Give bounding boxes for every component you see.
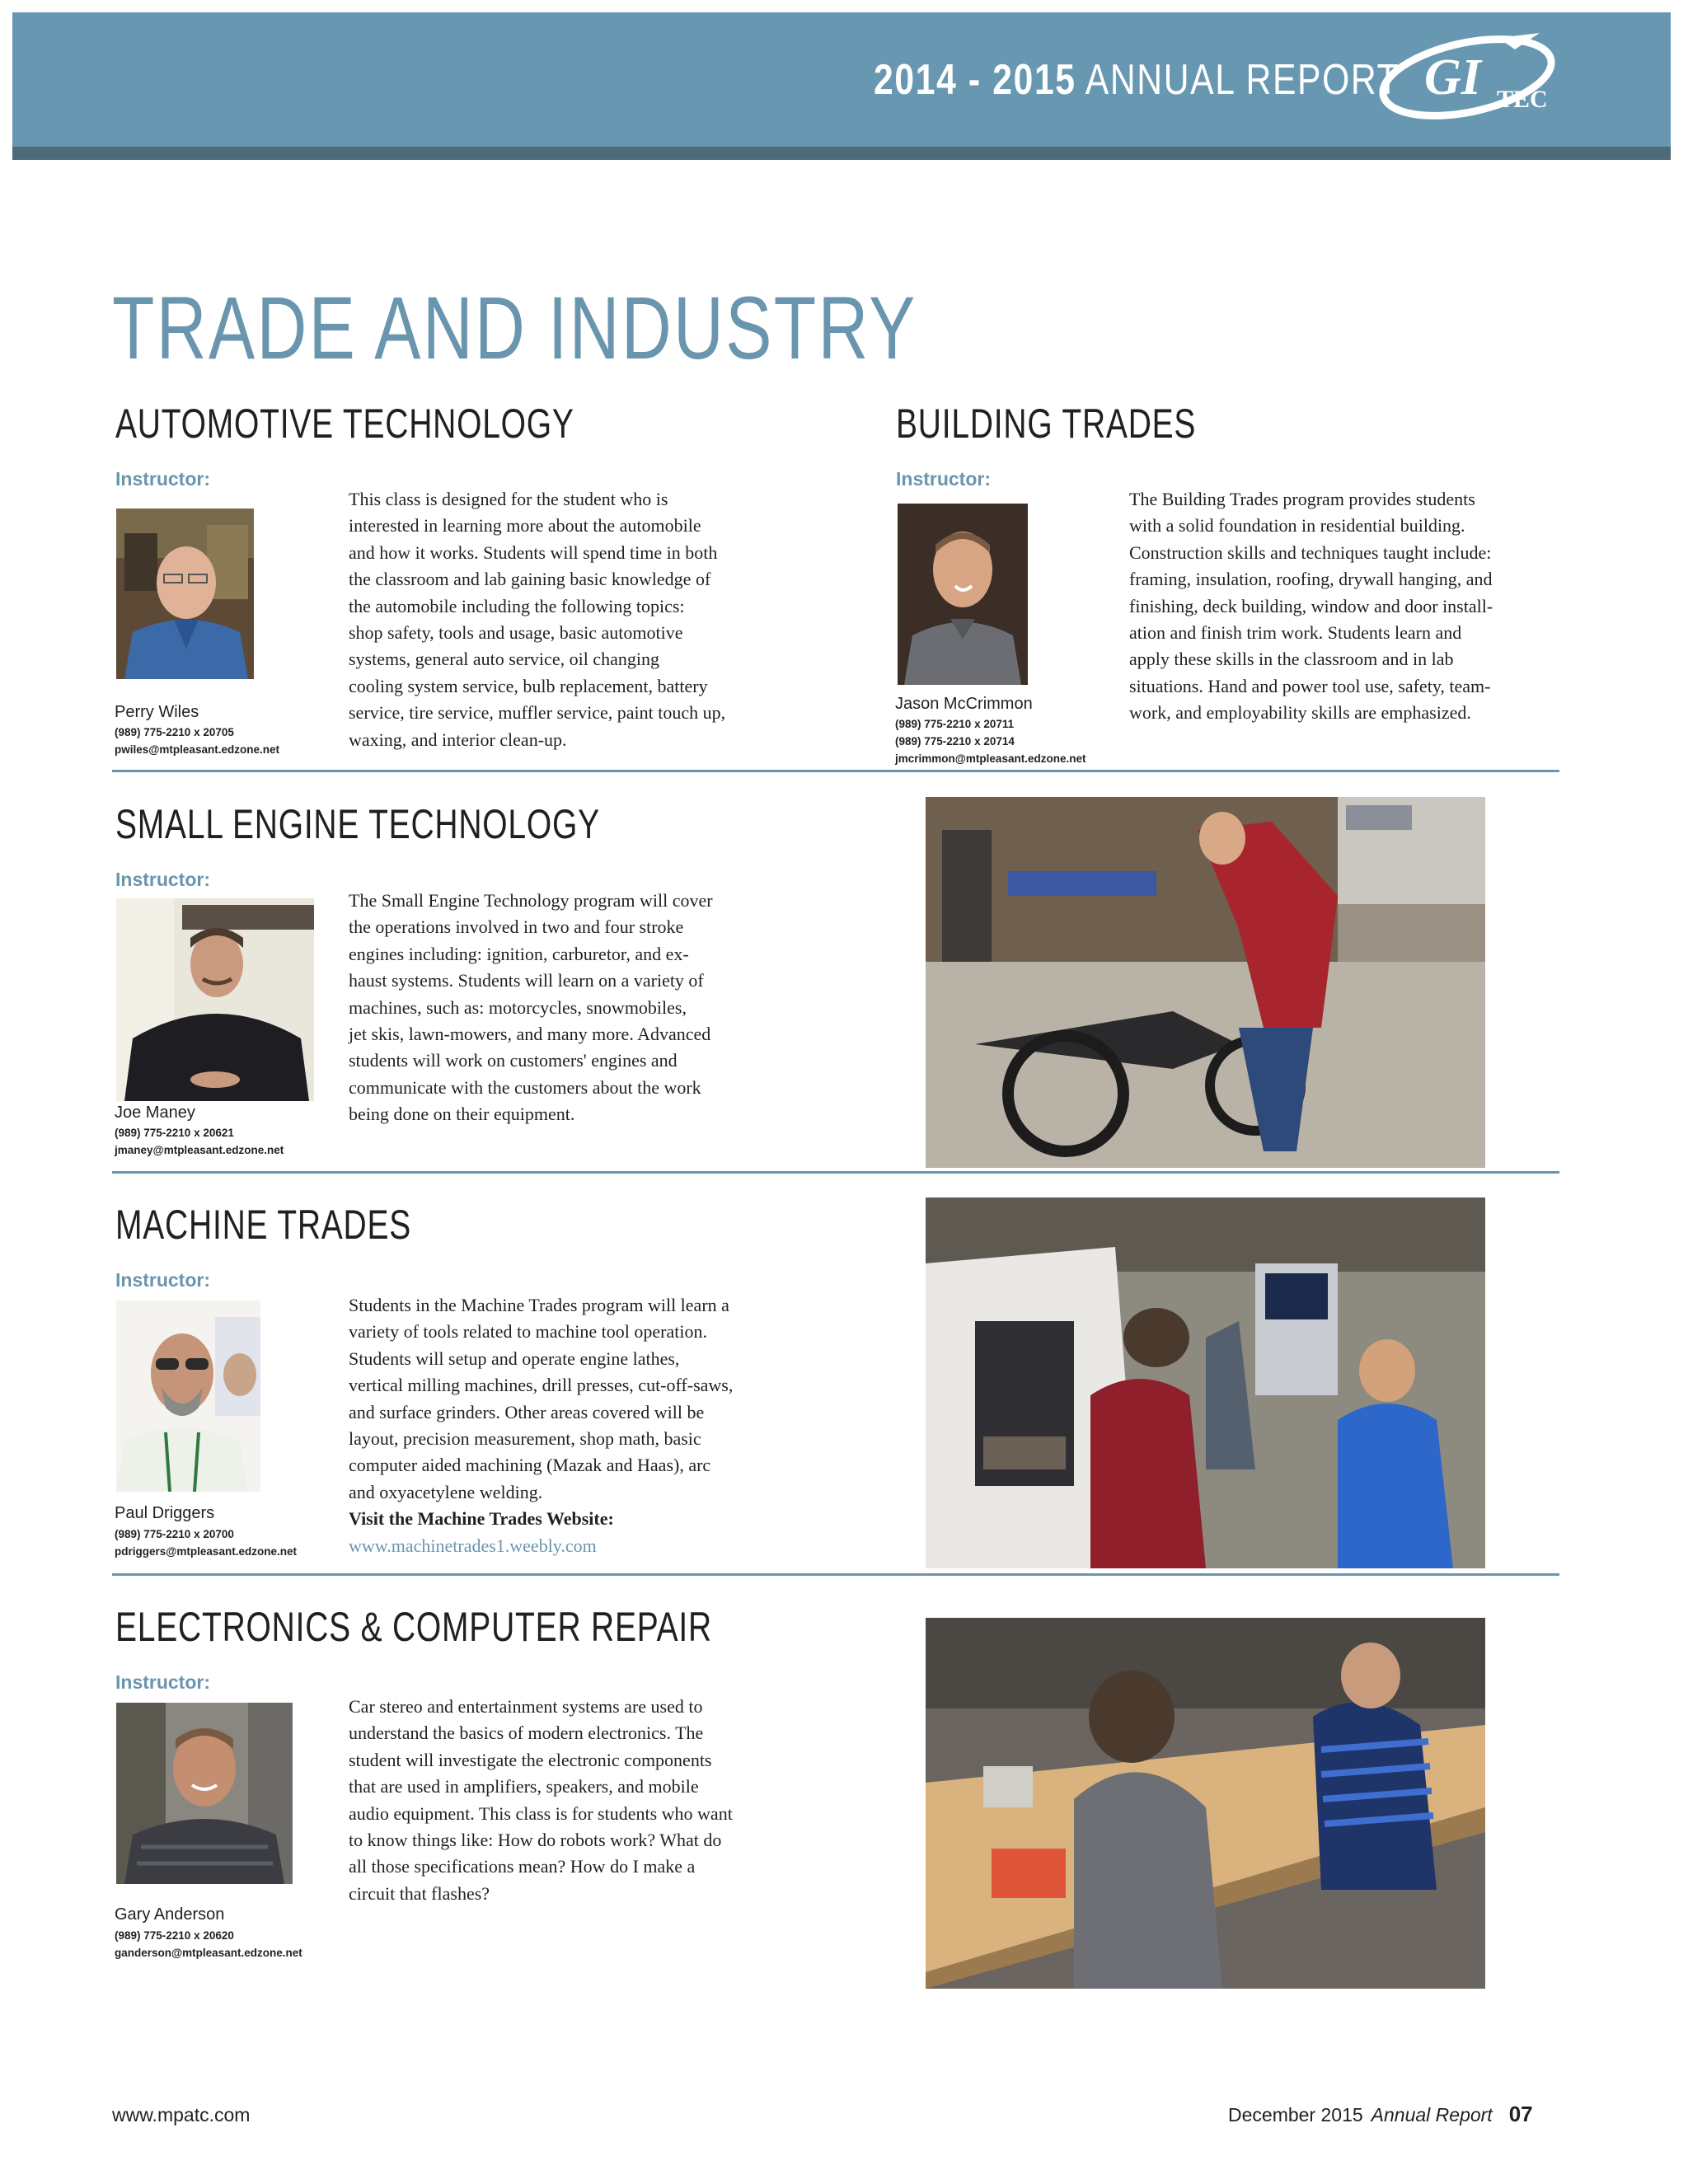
description-building-trades [1129, 486, 1493, 727]
description-automotive [349, 486, 725, 753]
description-line: Students will setup and operate engine lathes, [349, 1347, 680, 1369]
description-line: the operations involved in two and four stroke [349, 916, 684, 938]
description-line: cooling system service, bulb replacement, battery [349, 675, 708, 696]
instructor-phone-joe-maney: (989) 775-2210 x 20621 [115, 1127, 234, 1139]
instructor-name-gary-anderson: Gary Anderson [115, 1905, 225, 1924]
instructor-email-perry-wiles: pwiles@mtpleasant.edzone.net [115, 743, 279, 756]
description-line: computer aided machining (Mazak and Haas), arc [349, 1455, 711, 1476]
description-line: circuit that flashes? [349, 1882, 490, 1904]
website-label: Visit the Machine Trades Website: [349, 1508, 614, 1530]
description-line: layout, precision measurement, shop math, basic [349, 1427, 701, 1449]
instructor-name-joe-maney: Joe Maney [115, 1104, 195, 1122]
description-line: all those specifications mean? How do I make a [349, 1856, 696, 1877]
description-line: understand the basics of modern electronics. The [349, 1722, 704, 1744]
description-line: and oxyacetylene welding. [349, 1481, 543, 1502]
instructor-label-building-trades: Instructor: [896, 468, 991, 490]
instructor-phone-paul-driggers: (989) 775-2210 x 20700 [115, 1528, 234, 1540]
description-machine-trades [349, 1292, 733, 1559]
instructor-label-machine-trades: Instructor: [115, 1269, 210, 1291]
description-line: machines, such as: motorcycles, snowmobiles, [349, 996, 687, 1018]
section-title-machine-trades: MACHINE TRADES [115, 1202, 412, 1248]
instructor-photo-paul-driggers [116, 1301, 260, 1492]
description-line: situations. Hand and power tool use, safety, team- [1129, 675, 1491, 696]
description-line: variety of tools related to machine tool operation. [349, 1321, 707, 1343]
instructor-label-electronics: Instructor: [115, 1671, 210, 1693]
machine-trades-lab-photo [926, 1197, 1485, 1568]
section-title-electronics: ELECTRONICS & COMPUTER REPAIR [115, 1604, 712, 1650]
section-divider [112, 770, 1559, 772]
instructor-name-perry-wiles: Perry Wiles [115, 703, 199, 721]
description-line: being done on their equipment. [349, 1104, 575, 1125]
section-divider [112, 1171, 1559, 1174]
description-line: engines including: ignition, carburetor, and ex- [349, 943, 689, 964]
section-divider [112, 1573, 1559, 1576]
instructor-photo-jason-mccrimmon [898, 504, 1028, 685]
description-line: students will work on customers' engines and [349, 1050, 678, 1071]
instructor-label-automotive: Instructor: [115, 468, 210, 490]
report-title-years: 2014 - 2015 [874, 56, 1076, 104]
instructor-phone-gary-anderson: (989) 775-2210 x 20620 [115, 1929, 234, 1942]
logo-sub-text: TEC [1497, 86, 1548, 113]
description-line: and how it works. Students will spend time in both [349, 541, 718, 563]
instructor-email-jason-mccrimmon: jmcrimmon@mtpleasant.edzone.net [895, 752, 1086, 765]
description-line: This class is designed for the student who is [349, 489, 668, 509]
instructor-photo-perry-wiles [116, 509, 254, 679]
description-small-engine [349, 888, 713, 1128]
instructor-photo-gary-anderson [116, 1703, 293, 1884]
description-line: vertical milling machines, drill presses, cut-off-saws, [349, 1375, 734, 1396]
description-line: systems, general auto service, oil changing [349, 649, 659, 670]
description-line: apply these skills in the classroom and in lab [1129, 649, 1454, 670]
instructor-name-paul-driggers: Paul Driggers [115, 1504, 215, 1522]
description-line: the classroom and lab gaining basic knowledge of [349, 569, 711, 590]
instructor-phone-2-jason-mccrimmon: (989) 775-2210 x 20714 [895, 735, 1015, 748]
instructor-email-joe-maney: jmaney@mtpleasant.edzone.net [115, 1144, 284, 1156]
description-line: that are used in amplifiers, speakers, and mobile [349, 1776, 699, 1797]
description-line: waxing, and interior clean-up. [349, 729, 567, 750]
machine-trades-website-link[interactable]: www.machinetrades1.weebly.com [349, 1535, 597, 1556]
description-line: Students in the Machine Trades program will learn a [349, 1295, 729, 1315]
instructor-phone-perry-wiles: (989) 775-2210 x 20705 [115, 726, 234, 738]
header-shadow-stripe [12, 147, 1671, 160]
description-line: work, and employability skills are emphasized. [1129, 702, 1471, 724]
footer-page-info [1228, 2100, 1533, 2129]
description-line: to know things like: How do robots work? What do [349, 1829, 722, 1850]
small-engine-lab-photo [926, 797, 1485, 1168]
page-number: 07 [1508, 2102, 1533, 2126]
description-line: shop safety, tools and usage, basic automotive [349, 621, 683, 643]
report-title [874, 51, 1400, 109]
instructor-name-jason-mccrimmon: Jason McCrimmon [895, 695, 1033, 713]
page-title: TRADE AND INDUSTRY [112, 278, 917, 377]
description-line: The Building Trades program provides students [1129, 489, 1475, 509]
description-line: finishing, deck building, window and door install- [1129, 595, 1493, 616]
description-line: Car stereo and entertainment systems are used to [349, 1696, 703, 1717]
instructor-email-paul-driggers: pdriggers@mtpleasant.edzone.net [115, 1545, 297, 1558]
description-line: interested in learning more about the automobile [349, 515, 701, 537]
description-line: with a solid foundation in residential building. [1129, 515, 1465, 537]
description-line: the automobile including the following topics: [349, 595, 685, 616]
description-line: audio equipment. This class is for students who want [349, 1802, 733, 1824]
instructor-email-gary-anderson: ganderson@mtpleasant.edzone.net [115, 1947, 302, 1959]
instructor-photo-joe-maney [116, 898, 314, 1101]
footer-date: December 2015 [1228, 2104, 1363, 2125]
description-line: communicate with the customers about the work [349, 1076, 701, 1098]
description-line: framing, insulation, roofing, drywall hanging, and [1129, 569, 1493, 590]
description-line: ation and finish trim work. Students learn and [1129, 621, 1462, 643]
description-line: student will investigate the electronic components [349, 1749, 712, 1770]
description-electronics [349, 1694, 733, 1907]
footer-website: www.mpatc.com [112, 2104, 251, 2125]
description-line: The Small Engine Technology program will cover [349, 890, 713, 911]
description-line: haust systems. Students will learn on a variety of [349, 970, 704, 991]
report-title-rest: ANNUAL REPORT [1085, 56, 1400, 104]
electronics-lab-photo [926, 1618, 1485, 1989]
description-line: and surface grinders. Other areas covered will be [349, 1401, 705, 1422]
description-line: jet skis, lawn-mowers, and many more. Advanced [349, 1023, 711, 1044]
section-title-building-trades: BUILDING TRADES [896, 401, 1197, 447]
section-title-automotive: AUTOMOTIVE TECHNOLOGY [115, 401, 574, 447]
footer-report-label: Annual Report [1371, 2104, 1493, 2125]
section-title-small-engine: SMALL ENGINE TECHNOLOGY [115, 801, 600, 847]
instructor-label-small-engine: Instructor: [115, 869, 210, 890]
description-line: Construction skills and techniques taught include: [1129, 541, 1492, 563]
description-line: service, tire service, muffler service, paint touch up, [349, 702, 726, 724]
instructor-phone-jason-mccrimmon: (989) 775-2210 x 20711 [895, 718, 1015, 730]
logo-main-text: GI [1424, 49, 1481, 105]
gi-tec-logo [1375, 31, 1573, 122]
